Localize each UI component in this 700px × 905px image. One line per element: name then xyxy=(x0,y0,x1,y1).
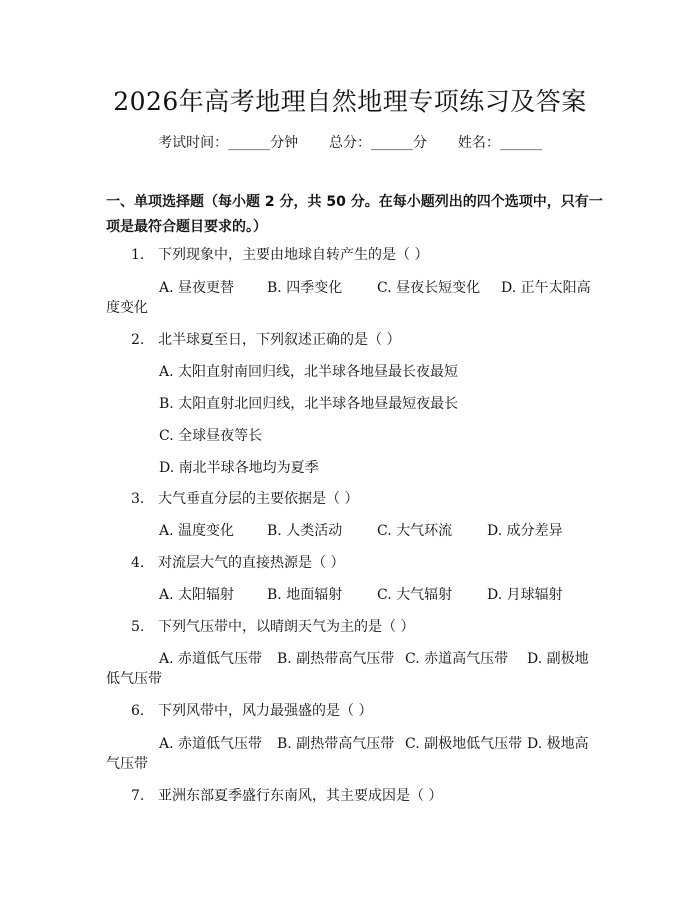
question-text: 下列气压带中，以晴朗天气为主的是（ ） xyxy=(158,619,415,635)
option-a: A. 赤道低气压带 xyxy=(159,651,263,667)
option-d: D. 南北半球各地均为夏季 xyxy=(159,460,319,476)
option-c: C. 副极地低气压带 xyxy=(405,736,523,752)
option-a: A. 赤道低气压带 xyxy=(159,736,263,752)
question-number: 4. xyxy=(131,555,145,571)
option-b: B. 四季变化 xyxy=(267,280,343,296)
exam-meta xyxy=(0,132,700,152)
question-number: 7. xyxy=(131,788,145,804)
question-text: 下列现象中，主要由地球自转产生的是（ ） xyxy=(158,247,429,263)
question-6 xyxy=(131,700,372,720)
option-b: B. 地面辐射 xyxy=(267,587,343,603)
question-3 xyxy=(131,488,358,508)
question-text: 北半球夏至日，下列叙述正确的是（ ） xyxy=(158,332,401,348)
question-text: 下列风带中，风力最强盛的是（ ） xyxy=(158,703,373,719)
option-a: A. 太阳直射南回归线，北半球各地昼最长夜最短 xyxy=(159,364,459,380)
name-field: 姓名：______ xyxy=(457,135,542,151)
exam-time-field: 考试时间：______分钟 xyxy=(158,135,299,151)
option-d: D. 副极地 xyxy=(527,651,589,667)
option-d-continuation: 气压带 xyxy=(106,756,148,772)
question-1 xyxy=(131,244,428,264)
option-b: B. 副热带高气压带 xyxy=(277,736,395,752)
question-text: 亚洲东部夏季盛行东南风，其主要成因是（ ） xyxy=(158,788,443,804)
option-a: A. 温度变化 xyxy=(159,523,235,539)
total-score-field: 总分：______分 xyxy=(329,135,427,151)
option-c: C. 全球昼夜等长 xyxy=(159,428,263,444)
option-c: C. 赤道高气压带 xyxy=(405,651,509,667)
section-header: 一、单项选择题（每小题 2 分，共 50 分。在每小题列出的四个选项中，只有一项是最符合题目要求的。） xyxy=(106,194,603,235)
option-d: D. 成分差异 xyxy=(487,523,563,539)
option-c: C. 大气辐射 xyxy=(377,587,453,603)
question-number: 1. xyxy=(131,247,145,263)
option-d-continuation: 度变化 xyxy=(106,300,148,316)
question-number: 6. xyxy=(131,703,145,719)
page-title: 2026年高考地理自然地理专项练习及答案 xyxy=(113,87,587,116)
question-4 xyxy=(131,552,344,572)
option-c: C. 昼夜长短变化 xyxy=(377,280,481,296)
option-d: D. 月球辐射 xyxy=(487,587,563,603)
question-text: 对流层大气的直接热源是（ ） xyxy=(158,555,345,571)
option-b: B. 人类活动 xyxy=(267,523,343,539)
question-2 xyxy=(131,329,400,349)
option-c: C. 大气环流 xyxy=(377,523,453,539)
option-b: B. 太阳直射北回归线，北半球各地昼最短夜最长 xyxy=(159,396,459,412)
question-number: 3. xyxy=(131,491,145,507)
option-d-continuation: 低气压带 xyxy=(106,671,162,687)
option-b: B. 副热带高气压带 xyxy=(277,651,395,667)
option-d: D. 极地高 xyxy=(527,736,589,752)
question-text: 大气垂直分层的主要依据是（ ） xyxy=(158,491,359,507)
question-number: 5. xyxy=(131,619,145,635)
option-a: A. 太阳辐射 xyxy=(159,587,235,603)
question-5 xyxy=(131,616,414,636)
question-7 xyxy=(131,785,442,805)
option-a: A. 昼夜更替 xyxy=(159,280,235,296)
question-number: 2. xyxy=(131,332,145,348)
option-d: D. 正午太阳高 xyxy=(501,280,591,296)
